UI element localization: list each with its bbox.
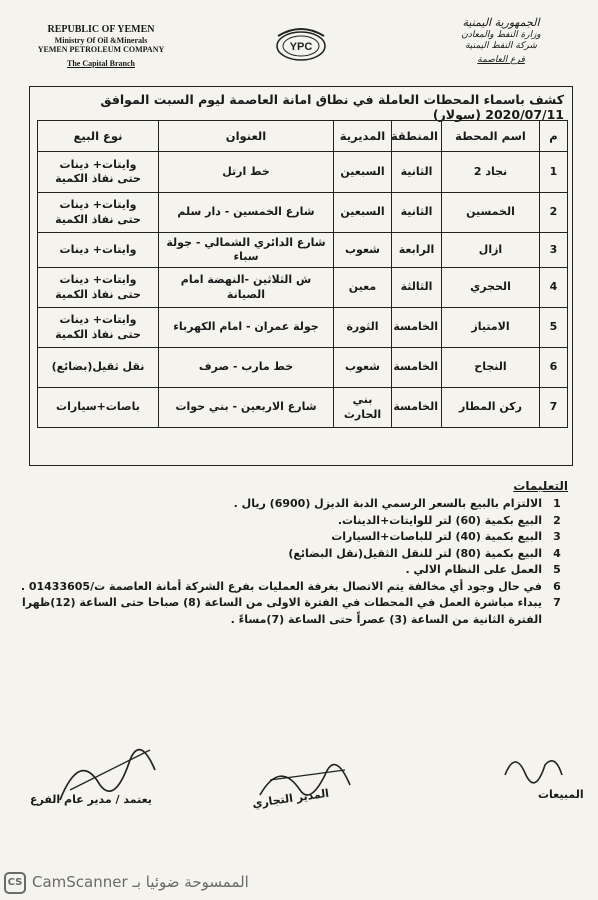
- instruction-number: 4: [553, 546, 561, 560]
- instruction-number: 7: [553, 596, 561, 609]
- letterhead-ar-ministry: وزارة النفط والمعادن: [461, 29, 541, 40]
- letterhead-ar-branch: فرع العاصمة: [477, 55, 525, 66]
- instruction-text: البيع بكمية (80) لتر للنقل الثقيل(نقل البضائع): [288, 546, 542, 560]
- cell-address: خط ارتل: [159, 152, 334, 193]
- instruction-text: يبداء مباشرة العمل في المحطات في الفترة الاولى من الساعة (8) صباحا حتى الساعة (12)ظهرا: [21, 596, 542, 609]
- cell-district: الثورة: [334, 308, 392, 348]
- cell-area: الثالثة: [392, 268, 442, 308]
- letterhead-company: YEMEN PETROLEUM COMPANY: [37, 44, 165, 54]
- cell-station-name: الحجري: [442, 268, 540, 308]
- instruction-text: الالتزام بالبيع بالسعر الرسمي الدبة الديزل (6900) ريال .: [233, 497, 542, 510]
- sale-type-note: حتى نفاذ الكمية: [55, 172, 141, 185]
- cell-num: 4: [540, 268, 568, 308]
- cell-address: خط مارب - صرف: [159, 348, 334, 388]
- english-letterhead: [26, 24, 176, 68]
- sale-type-line: وايتات+ دينات: [59, 242, 137, 256]
- instruction-item: [38, 529, 568, 546]
- cell-num: 6: [540, 348, 568, 388]
- table-header-row: [38, 121, 568, 152]
- camscanner-watermark: [32, 873, 249, 891]
- ypc-logo: [270, 22, 332, 66]
- cell-district: السبعين: [334, 193, 392, 233]
- instruction-text: البيع بكمية (60) لتر للوايتات+الدينات.: [337, 513, 542, 527]
- document-title: كشف باسماء المحطات العاملة في نطاق امانة العاصمة ليوم السبت الموافق 2020/07/11 (سولار): [100, 92, 564, 122]
- cell-sale-type: [38, 388, 159, 428]
- header-address: العنوان: [159, 121, 334, 152]
- cell-station-name: النجاح: [442, 348, 540, 388]
- cell-num: 1: [540, 152, 568, 193]
- cell-sale-type: [38, 193, 159, 233]
- cell-station-name: الخمسين: [442, 193, 540, 233]
- instruction-item: [38, 513, 568, 530]
- sale-type-line: وايتات+ دينات: [59, 273, 137, 287]
- sales-signature-label: المبيعات: [538, 788, 584, 801]
- cell-address: شارع الدائري الشمالي - جولة سباء: [159, 233, 334, 268]
- sale-type-line: نقل ثقيل(بضائع): [51, 360, 145, 374]
- header-station-name: اسم المحطة: [442, 121, 540, 152]
- sale-type-line: وايتات+ دينات: [59, 157, 137, 171]
- instruction-text: البيع بكمية (40) لتر للباصات+السيارات: [331, 530, 542, 543]
- branch-approval-label: يعتمد / مدير عام الفرع: [30, 793, 152, 806]
- camscanner-app-name: CamScanner: [32, 873, 128, 891]
- cell-area: الخامسة: [392, 348, 442, 388]
- cell-address: شارع الخمسين - دار سلم: [159, 193, 334, 233]
- cell-area: الثانية: [392, 152, 442, 193]
- sale-type-line: وايتات+ دينات: [59, 198, 137, 212]
- instruction-item: [20, 579, 568, 596]
- camscanner-logo-icon: CS: [4, 872, 26, 894]
- cell-sale-type: [38, 152, 159, 193]
- instruction-number: 2: [553, 513, 561, 527]
- sale-type-line: وايتات+ دينات: [59, 313, 137, 327]
- letterhead-branch: The Capital Branch: [66, 58, 135, 68]
- instruction-item: [38, 496, 568, 513]
- instruction-text: في حال وجود أي مخالفة يتم الاتصال بغرفة العمليات بفرع الشركة أمانة العاصمة ت/01433605 .: [20, 579, 542, 593]
- sale-type-note: حتى نفاذ الكمية: [55, 327, 141, 341]
- cell-sale-type: [38, 233, 159, 268]
- instruction-item: [38, 562, 568, 579]
- header-district: المديرية: [334, 121, 392, 152]
- table-row: [38, 388, 568, 428]
- camscanner-arabic-text: الممسوحة ضوئيا بـ: [132, 873, 249, 891]
- letterhead-ar-country: الجمهورية اليمنية: [462, 16, 540, 29]
- letterhead-ministry: Ministry Of Oil &Minerals: [54, 35, 148, 45]
- cell-address: شارع الاربعين - بني حوات: [159, 388, 334, 428]
- cell-station-name: ركن المطار: [442, 388, 540, 428]
- instruction-text: العمل على النظام الالي .: [405, 563, 542, 576]
- sale-type-note: حتى نفاذ الكمية: [55, 212, 141, 226]
- sales-signature-scribble: [500, 745, 570, 785]
- cell-district: السبعين: [334, 152, 392, 193]
- table-row: [38, 233, 568, 268]
- table-row: [38, 268, 568, 308]
- instruction-item: [38, 546, 568, 563]
- letterhead-ar-company: شركة النفط اليمنية: [465, 41, 537, 51]
- cell-district: شعوب: [334, 233, 392, 268]
- arabic-letterhead: [426, 16, 576, 67]
- header-sale-type: نوع البيع: [38, 121, 159, 152]
- sale-type-line: باصات+سيارات: [56, 400, 140, 414]
- table-row: [38, 193, 568, 233]
- cell-area: الخامسة: [392, 308, 442, 348]
- table-row: [38, 308, 568, 348]
- instruction-number: 1: [553, 497, 561, 510]
- cell-district: شعوب: [334, 348, 392, 388]
- table-row: [38, 348, 568, 388]
- instructions-heading: التعليمات: [513, 479, 568, 493]
- instructions-list: [20, 496, 568, 628]
- cell-address: ش الثلاثين -النهضة امام الصيانة: [159, 268, 334, 308]
- cell-num: 5: [540, 308, 568, 348]
- stations-table: [37, 120, 568, 428]
- cell-area: الخامسة: [392, 388, 442, 428]
- cell-num: 3: [540, 233, 568, 268]
- instruction-number: 6: [553, 579, 561, 593]
- cell-station-name: الامتياز: [442, 308, 540, 348]
- cell-station-name: نجاد 2: [442, 152, 540, 193]
- commercial-signature-label: المدير التجاري: [251, 786, 330, 811]
- instruction-number: 5: [553, 563, 561, 576]
- header-area: المنطقة: [392, 121, 442, 152]
- cell-district: بني الحارث: [334, 388, 392, 428]
- cell-area: الرابعة: [392, 233, 442, 268]
- cell-sale-type: [38, 268, 159, 308]
- header-num: م: [540, 121, 568, 152]
- instruction-item: [21, 595, 568, 612]
- letterhead-country: REPUBLIC OF YEMEN: [47, 24, 155, 35]
- instruction-number: 3: [553, 530, 561, 543]
- cell-area: الثانية: [392, 193, 442, 233]
- cell-station-name: ازال: [442, 233, 540, 268]
- cell-num: 2: [540, 193, 568, 233]
- sale-type-note: حتى نفاذ الكمية: [55, 287, 141, 301]
- cell-address: جولة عمران - امام الكهرباء: [159, 308, 334, 348]
- table-row: [38, 152, 568, 193]
- instruction-continuation: الفترة الثانية من الساعة (3) عصراً حتى الساعة (7)مساءً .: [230, 612, 542, 626]
- cell-district: معين: [334, 268, 392, 308]
- svg-text:YPC: YPC: [289, 41, 313, 53]
- cell-sale-type: [38, 308, 159, 348]
- cell-num: 7: [540, 388, 568, 428]
- cell-sale-type: [38, 348, 159, 388]
